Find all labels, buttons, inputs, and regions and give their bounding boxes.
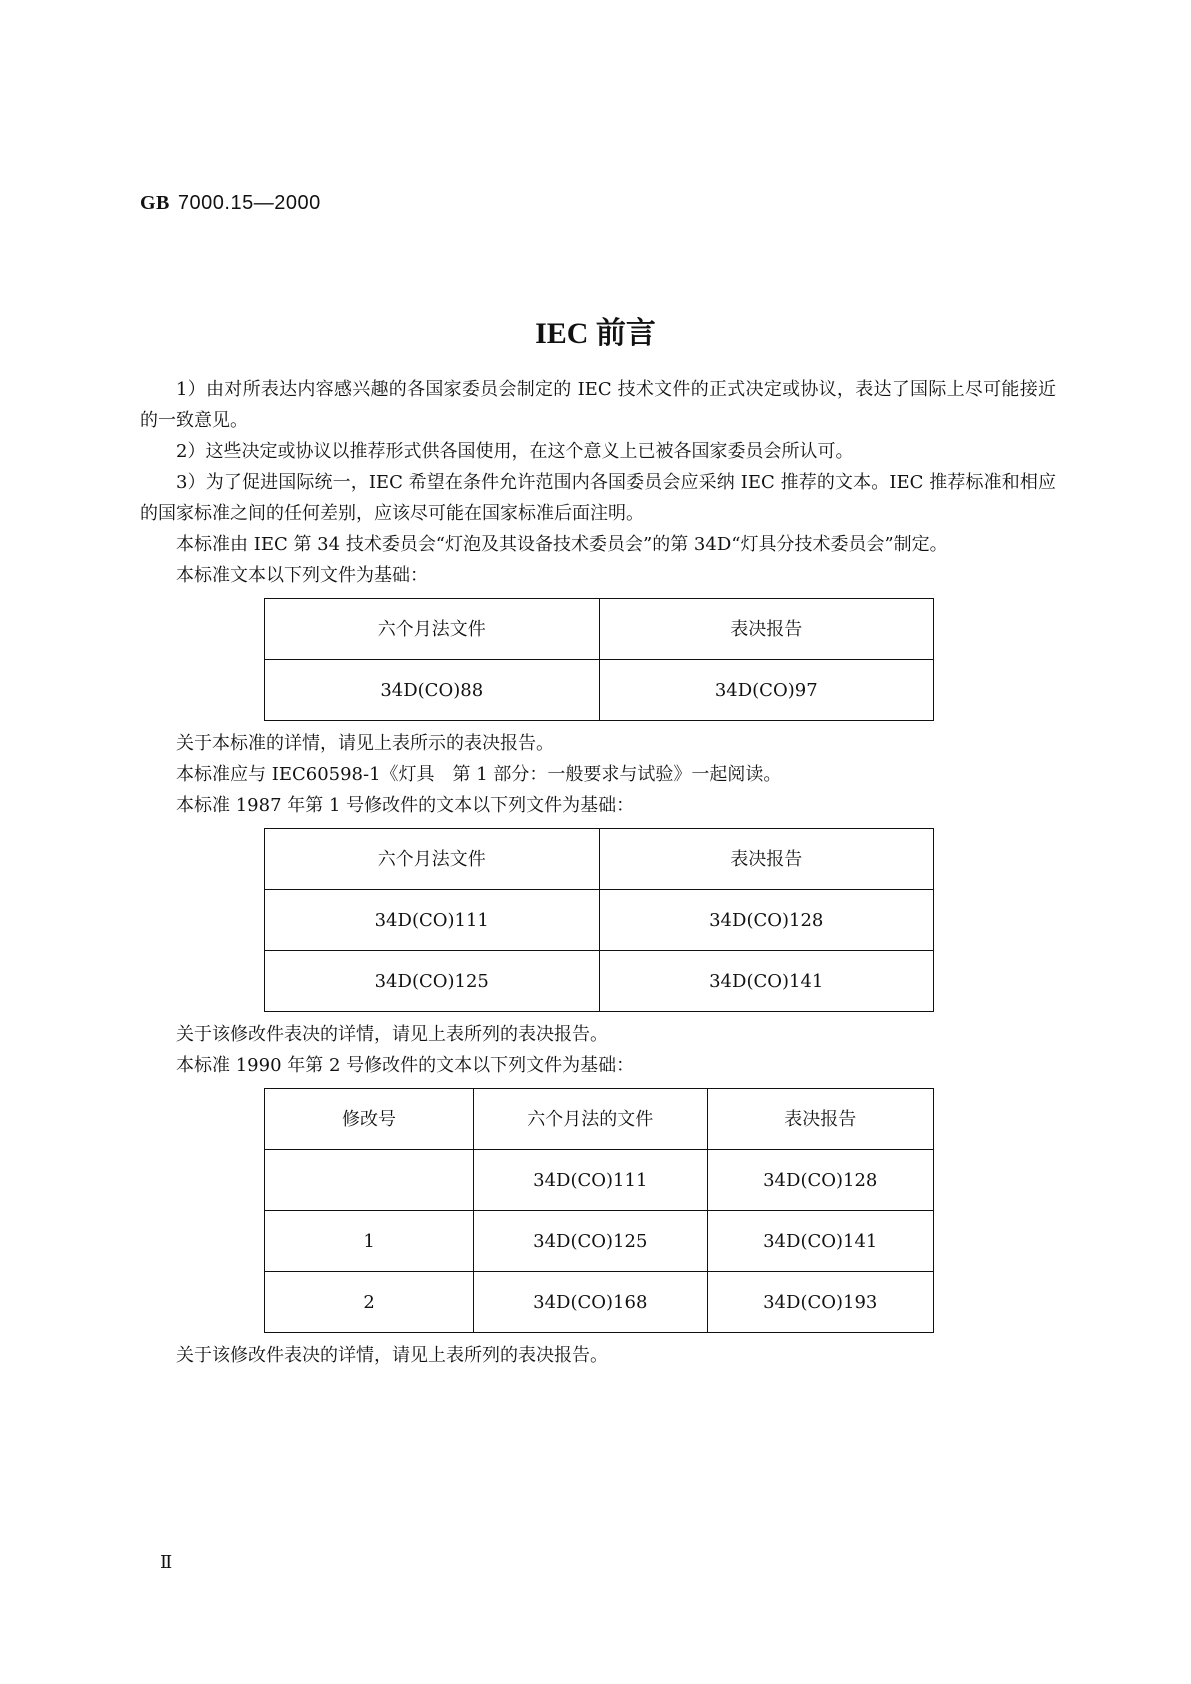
paragraph: 本标准由 IEC 第 34 技术委员会“灯泡及其设备技术委员会”的第 34D“灯具分技术委员会”制定。 (176, 534, 948, 555)
table-cell: 2 (265, 1272, 474, 1333)
table-header-cell: 表决报告 (707, 1089, 934, 1150)
standard-number: 7000.15—2000 (177, 192, 321, 214)
paragraph: 关于该修改件表决的详情，请见上表所列的表决报告。 (176, 1024, 608, 1045)
standard-prefix: GB (140, 192, 170, 214)
paragraph: 本标准文本以下列文件为基础： (176, 565, 428, 586)
table-header-row (265, 829, 934, 890)
table-header-cell: 六个月法文件 (265, 829, 600, 890)
table-row (265, 660, 934, 721)
table-row (265, 890, 934, 951)
page-number: Ⅱ (160, 1552, 173, 1573)
table-base-documents (264, 598, 934, 721)
table-header-row (265, 1089, 934, 1150)
table-cell: 34D(CO)193 (707, 1272, 934, 1333)
document-body (140, 374, 1056, 1371)
table-amendment-1 (264, 828, 934, 1012)
table-row (265, 1272, 934, 1333)
table-cell: 34D(CO)111 (265, 890, 600, 951)
table-cell: 34D(CO)125 (265, 951, 600, 1012)
table-header-cell: 六个月法的文件 (474, 1089, 707, 1150)
table-header-cell: 表决报告 (599, 829, 934, 890)
paragraph: 本标准 1987 年第 1 号修改件的文本以下列文件为基础： (176, 795, 635, 816)
table-row (265, 951, 934, 1012)
table-cell: 1 (265, 1211, 474, 1272)
paragraph: 2）这些决定或协议以推荐形式供各国使用，在这个意义上已被各国家委员会所认可。 (176, 441, 854, 462)
table-header-cell: 六个月法文件 (265, 599, 600, 660)
page-title: IEC 前言 (535, 317, 656, 350)
table-cell: 34D(CO)111 (474, 1150, 707, 1211)
table-cell: 34D(CO)88 (265, 660, 600, 721)
paragraph: 关于本标准的详情，请见上表所示的表决报告。 (176, 733, 554, 754)
paragraph: 3）为了促进国际统一，IEC 希望在条件允许范围内各国委员会应采纳 IEC 推荐的文本。IEC 推荐标准和相应的国家标准之间的任何差别，应该尽可能在国家标准后面注明。 (140, 472, 1056, 524)
table-cell: 34D(CO)125 (474, 1211, 707, 1272)
paragraph: 本标准应与 IEC60598-1《灯具 第 1 部分：一般要求与试验》一起阅读。 (176, 764, 782, 785)
table-cell: 34D(CO)97 (599, 660, 934, 721)
standard-code (140, 190, 321, 215)
table-cell: 34D(CO)168 (474, 1272, 707, 1333)
table-cell: 34D(CO)141 (707, 1211, 934, 1272)
paragraph: 本标准 1990 年第 2 号修改件的文本以下列文件为基础： (176, 1055, 635, 1076)
table-cell: 34D(CO)128 (707, 1150, 934, 1211)
table-row (265, 1150, 934, 1211)
table-header-row (265, 599, 934, 660)
table-header-cell: 表决报告 (599, 599, 934, 660)
table-cell: 34D(CO)128 (599, 890, 934, 951)
paragraph: 关于该修改件表决的详情，请见上表所列的表决报告。 (176, 1345, 608, 1366)
table-amendment-2 (264, 1088, 934, 1333)
table-header-cell: 修改号 (265, 1089, 474, 1150)
table-cell: 34D(CO)141 (599, 951, 934, 1012)
paragraph: 1）由对所表达内容感兴趣的各国家委员会制定的 IEC 技术文件的正式决定或协议，表达了国际上尽可能接近的一致意见。 (140, 379, 1056, 431)
table-row (265, 1211, 934, 1272)
table-cell (265, 1150, 474, 1211)
